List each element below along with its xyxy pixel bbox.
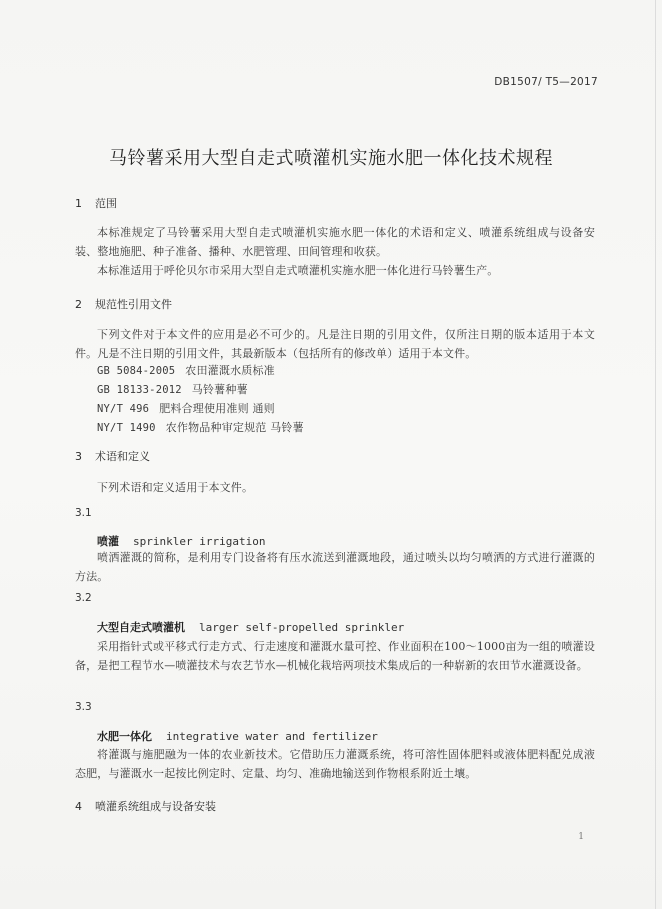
term-english: integrative water and fertilizer (166, 730, 378, 743)
document-title: 马铃薯采用大型自走式喷灌机实施水肥一体化技术规程 (109, 148, 553, 169)
section-1-number: 1 (75, 197, 82, 210)
term-english: sprinkler irrigation (133, 535, 266, 548)
standard-code: DB1507/ T5—2017 (494, 76, 598, 88)
reference-item (97, 419, 304, 435)
reference-item (97, 362, 275, 378)
term-heading (97, 725, 378, 744)
page-number: 1 (578, 832, 584, 842)
section-3-paragraph-1: 下列术语和定义适用于本文件。 (97, 481, 254, 494)
section-1-paragraph-1: 本标准规定了马铃薯采用大型自走式喷灌机实施水肥一体化的术语和定义、喷灌系统组成与设备安装、整地施肥、种子准备、播种、水肥管理、田间管理和收获。 (75, 226, 595, 258)
reference-code: GB 18133-2012 (97, 384, 182, 396)
term-heading (97, 616, 404, 635)
reference-code: NY/T 1490 (97, 422, 156, 434)
term-number: 3.1 (75, 507, 92, 519)
reference-item (97, 400, 275, 416)
term-chinese: 水肥一体化 (97, 730, 152, 743)
term-number: 3.3 (75, 701, 92, 713)
reference-name: 农田灌溉水质标准 (185, 364, 275, 377)
section-1-title: 范围 (95, 197, 117, 210)
section-3-number: 3 (75, 450, 82, 463)
reference-item (97, 381, 248, 397)
section-2-number: 2 (75, 298, 82, 311)
term-heading (97, 530, 265, 549)
term-definition: 将灌溉与施肥融为一体的农业新技术。它借助压力灌溉系统，将可溶性固体肥料或液体肥料配兑成液态肥，与灌溉水一起按比例定时、定量、均匀、准确地输送到作物根系附近土壤。 (75, 748, 595, 780)
section-3-title: 术语和定义 (95, 450, 150, 463)
term-chinese: 喷灌 (97, 535, 119, 548)
scan-edge-line (655, 0, 656, 909)
reference-code: GB 5084-2005 (97, 365, 176, 377)
term-number: 3.2 (75, 592, 92, 604)
section-4-title: 喷灌系统组成与设备安装 (95, 800, 216, 813)
term-definition: 采用指针式或平移式行走方式、行走速度和灌溉水量可控、作业面积在100～1000亩为一组的喷灌设备，是把工程节水—喷灌技术与农艺节水—机械化栽培两项技术集成后的一种崭新的农田节水灌溉设备。 (75, 640, 595, 672)
reference-name: 马铃薯种薯 (191, 383, 248, 396)
term-chinese: 大型自走式喷灌机 (97, 621, 185, 634)
section-2-heading (75, 296, 172, 312)
term-english: larger self-propelled sprinkler (199, 621, 405, 634)
section-1-paragraph-2: 本标准适用于呼伦贝尔市采用大型自走式喷灌机实施水肥一体化进行马铃薯生产。 (97, 264, 499, 277)
reference-name: 肥料合理使用准则 通则 (159, 402, 275, 415)
reference-name: 农作物品种审定规范 马铃薯 (165, 421, 304, 434)
reference-code: NY/T 496 (97, 403, 150, 415)
section-1-heading (75, 195, 117, 211)
section-2-paragraph-1: 下列文件对于本文件的应用是必不可少的。凡是注日期的引用文件，仅所注日期的版本适用于本文件。凡是不注日期的引用文件，其最新版本（包括所有的修改单）适用于本文件。 (75, 328, 595, 360)
section-3-heading (75, 448, 150, 464)
section-4-number: 4 (75, 800, 82, 813)
section-2-title: 规范性引用文件 (95, 298, 172, 311)
term-definition: 喷洒灌溉的简称，是利用专门设备将有压水流送到灌溉地段，通过喷头以均匀喷洒的方式进行灌溉的方法。 (75, 551, 595, 583)
section-4-heading (75, 798, 216, 814)
